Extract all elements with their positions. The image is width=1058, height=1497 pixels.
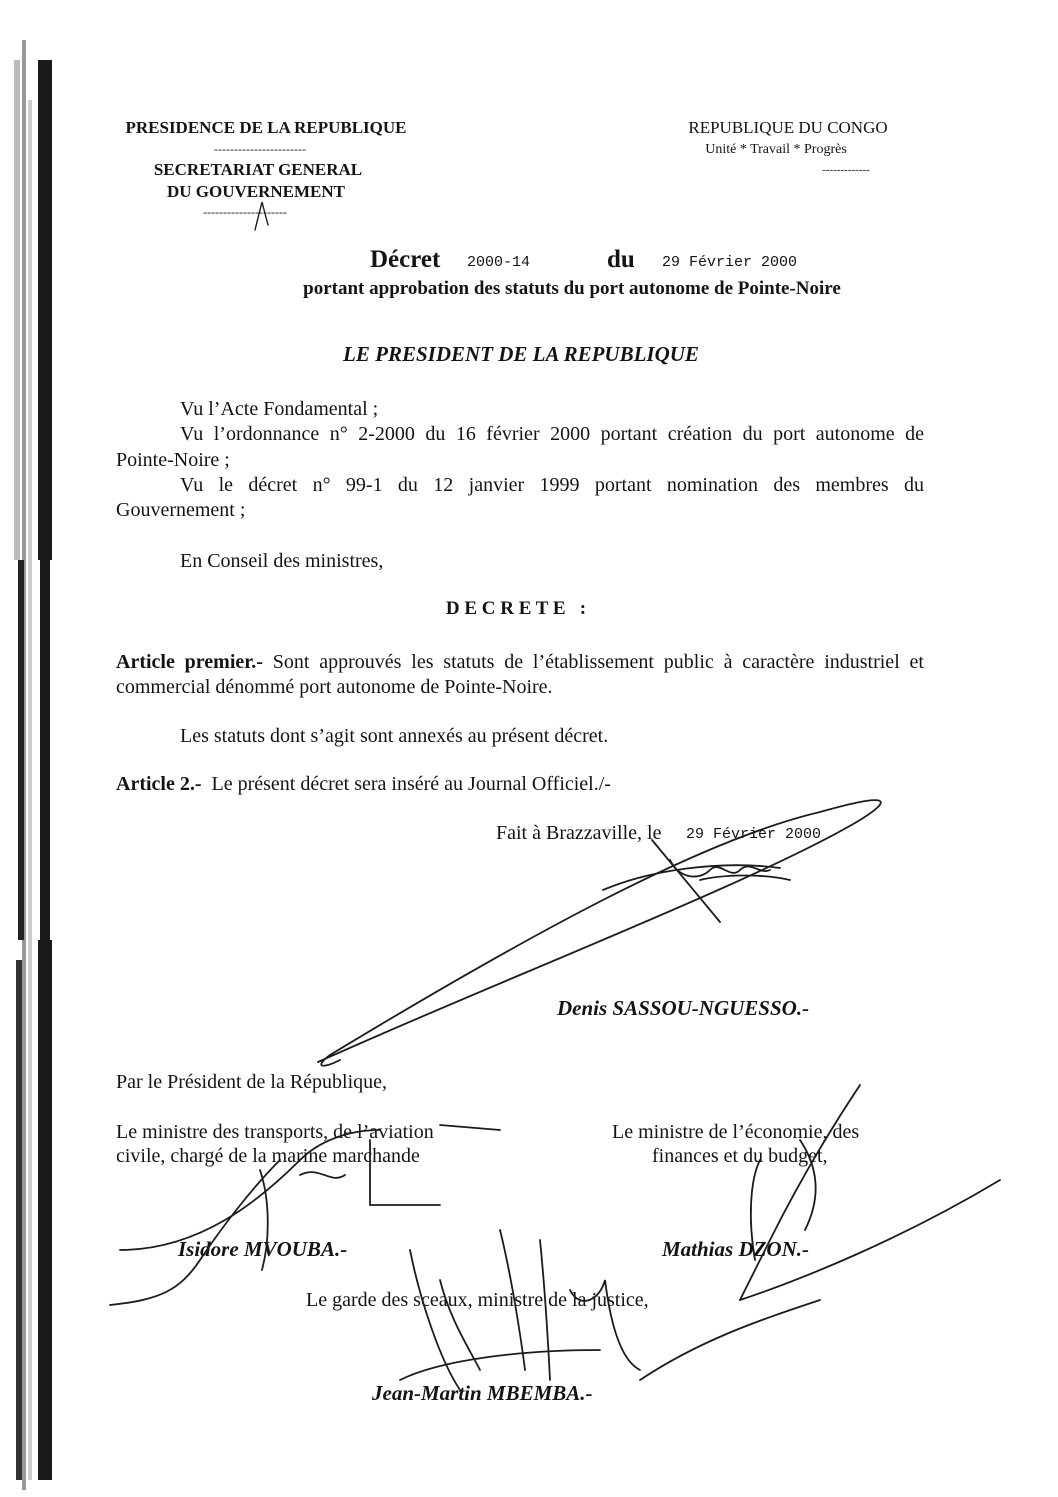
header-separator: -----------------------	[214, 142, 306, 156]
du-label: du	[607, 246, 635, 273]
minister-justice-title: Le garde des sceaux, ministre de la justice,	[306, 1289, 649, 1311]
visa-acte-fondamental: Vu l’Acte Fondamental ;	[180, 398, 379, 420]
authority-heading: LE PRESIDENT DE LA REPUBLIQUE	[343, 342, 699, 366]
visa-decret-cont: Gouvernement ;	[116, 499, 246, 521]
header-separator: ---------------------	[203, 205, 287, 219]
fait-place: Fait à Brazzaville, le	[496, 822, 662, 844]
decrete-heading: D E C R E T E :	[445, 598, 587, 619]
par-le-president: Par le Président de la République,	[116, 1071, 388, 1093]
decret-date: 29 Février 2000	[662, 254, 798, 271]
header-separator: -------------	[822, 164, 870, 176]
header-secretariat: SECRETARIAT GENERAL	[153, 160, 363, 179]
article-premier	[116, 649, 924, 675]
decret-number: 2000-14	[467, 254, 531, 271]
article-premier-line1	[116, 649, 924, 675]
decret-label: Décret	[370, 246, 441, 273]
article-premier-line2: commercial dénommé port autonome de Pointe-Noire.	[116, 676, 553, 698]
minister-transport-title-1: Le ministre des transports, de l’aviation	[116, 1121, 434, 1143]
minister-transport-name: Isidore MVOUBA.-	[178, 1237, 348, 1261]
article-2	[116, 771, 611, 797]
header-gouvernement: DU GOUVERNEMENT	[166, 182, 346, 201]
article-premier-label: Article premier.-	[116, 651, 263, 673]
fait-date: 29 Février 2000	[686, 826, 822, 843]
conseil-ministres: En Conseil des ministres,	[180, 550, 384, 572]
header-presidence: PRESIDENCE DE LA REPUBLIQUE	[125, 118, 407, 137]
minister-economy-name: Mathias DZON.-	[662, 1237, 810, 1261]
visa-decret: Vu le décret n° 99-1 du 12 janvier 1999 portant nomination des membres du	[180, 474, 924, 496]
article-premier-text: Sont approuvés les statuts de l’établissement public à caractère industriel et	[272, 651, 924, 673]
article-2-text: Le présent décret sera inséré au Journal Officiel./-	[211, 773, 611, 795]
minister-justice-name: Jean-Martin MBEMBA.-	[372, 1381, 593, 1405]
minister-economy-title-1: Le ministre de l’économie, des	[612, 1121, 860, 1143]
header-republique: REPUBLIQUE DU CONGO	[688, 118, 888, 137]
article-premier-annex: Les statuts dont s’agit sont annexés au présent décret.	[180, 725, 609, 747]
article-2-label: Article 2.-	[116, 773, 202, 795]
visa-ordonnance: Vu l’ordonnance n° 2-2000 du 16 février 2000 portant création du port autonome de	[180, 423, 924, 445]
decret-subject: portant approbation des statuts du port autonome de Pointe-Noire	[303, 278, 841, 299]
header-devise: Unité * Travail * Progrès	[705, 142, 847, 157]
scan-edge-artifact	[0, 0, 60, 1497]
visa-ordonnance-cont: Pointe-Noire ;	[116, 449, 230, 471]
minister-transport-title-2: civile, chargé de la marine marchande	[116, 1145, 420, 1167]
minister-economy-title-2: finances et du budget,	[652, 1145, 828, 1167]
president-name: Denis SASSOU-NGUESSO.-	[557, 996, 810, 1020]
